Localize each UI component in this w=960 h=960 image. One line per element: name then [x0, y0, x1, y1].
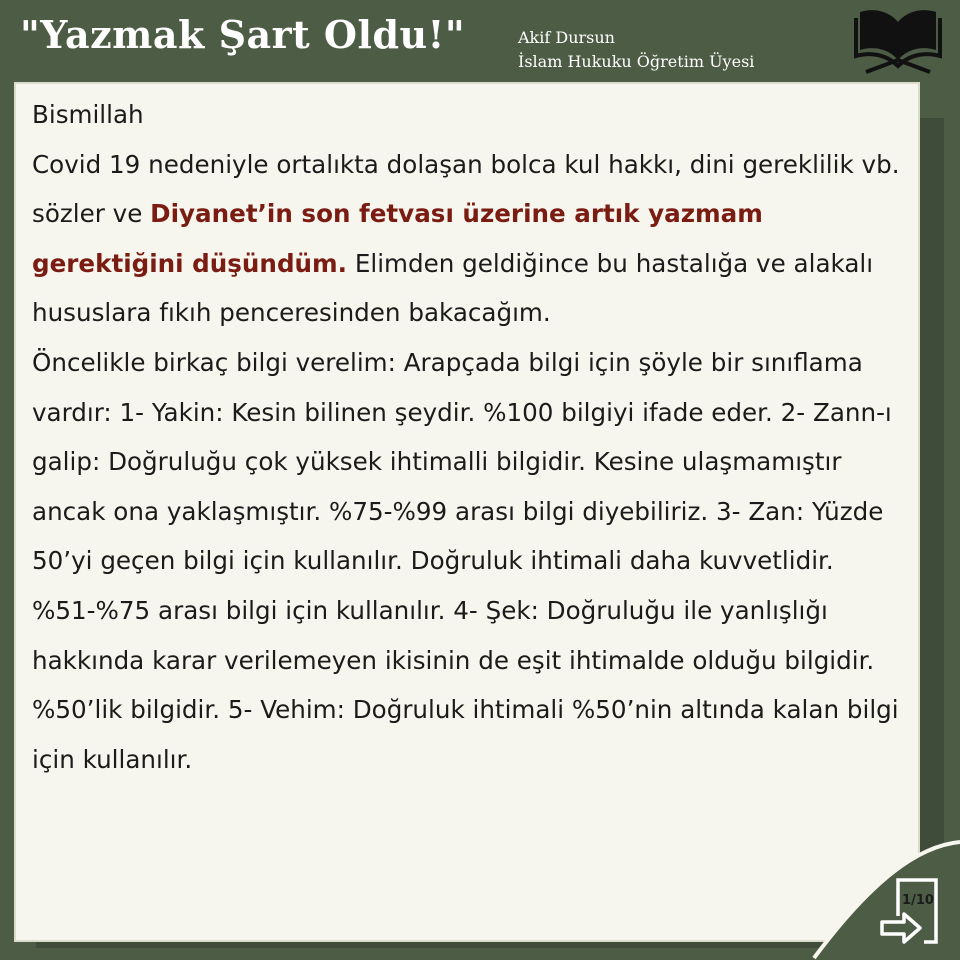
open-book-icon: [852, 4, 944, 74]
next-page-arrow-icon[interactable]: [878, 870, 954, 950]
author-role: İslam Hukuku Öğretim Üyesi: [518, 52, 755, 71]
author-name: Akif Dursun: [518, 28, 615, 47]
paragraph-classification: Öncelikle birkaç bilgi verelim: Arapçada bilgi için şöyle bir sınıflama vardır: 1- Yakin: Kesin bilinen şeydir. %100 bilgiyi ifade eder. 2- Zann-ı galip: Doğruluğu çok yüksek ihtimalli bilgidir. Kesine ulaşmamıştır ancak ona yaklaşmıştır. %75-%99 arası bilgi diyebiliriz. 3- Zan: Yüzde 50’yi geçen bilgi için kullanılır. Doğruluk ihtimali daha kuvvetlidir. %51-%75 arası bilgi için kullanılır. 4- Şek: Doğruluğu ile yanlışlığı hakkında karar verilemeyen ikisinin de eşit ihtimalde olduğu bilgidir. %50’lik bilgidir. 5- Vehim: Doğruluk ihtimali %50’nin altında kalan bilgi için kullanılır.: [32, 347, 899, 774]
opening-line: Bismillah: [32, 100, 144, 129]
intro-text-end: Elimden geldiğince bu hastalığa ve alakalı hususlara fıkıh penceresinden bakacağım.: [32, 248, 874, 328]
intro-text: Covid 19 nedeniyle ortalıkta dolaşan bolca kul hakkı, dini gereklilik vb. sözler ve: [32, 149, 900, 229]
header-title: "Yazmak Şart Oldu!": [20, 12, 466, 57]
author-block: [518, 26, 754, 74]
highlighted-text: Diyanet’in son fetvası üzerine artık yazmam gerektiğini düşündüm.: [32, 199, 763, 278]
page-counter: 1/10: [902, 893, 934, 908]
article-body: [32, 90, 902, 784]
article-card: [14, 82, 920, 942]
paragraph-intro: [32, 140, 902, 338]
